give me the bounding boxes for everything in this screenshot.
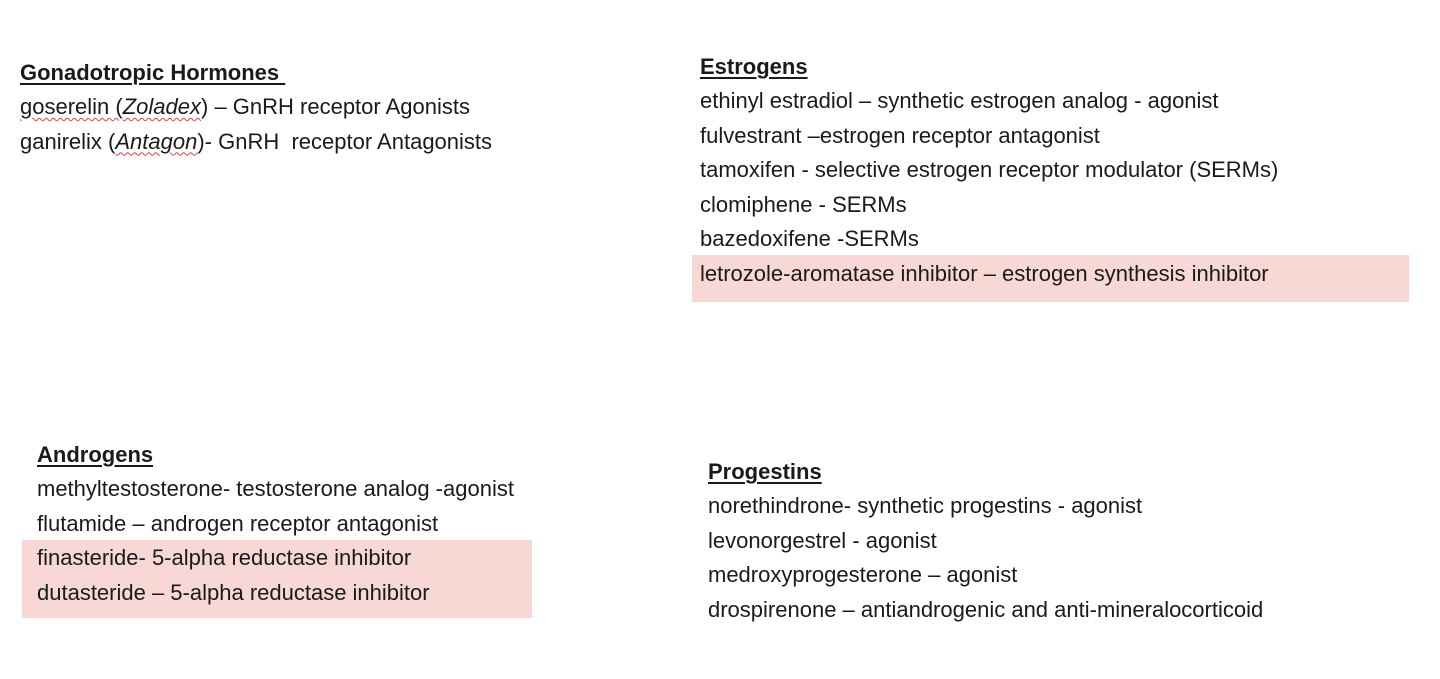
drug-drospirenone: drospirenone – antiandrogenic and anti-mineralocorticoid (708, 596, 1264, 622)
heading-estrogens: Estrogens (700, 54, 808, 79)
drug-flutamide: flutamide – androgen receptor antagonist (37, 510, 439, 536)
drug-tamoxifen: tamoxifen - selective estrogen receptor modulator (SERMs) (700, 157, 1279, 182)
drug-levonorgestrel: levonorgestrel - agonist (708, 527, 937, 553)
drug-ethinyl-estradiol: ethinyl estradiol – synthetic estrogen analog - agonist (700, 88, 1219, 113)
section-progestins (708, 455, 1263, 627)
drug-finasteride: finasteride- 5-alpha reductase inhibitor (37, 545, 412, 570)
drug-goserelin (20, 90, 492, 125)
drug-letrozole: letrozole-aromatase inhibitor – estrogen synthesis inhibitor (700, 260, 1269, 286)
ganirelix-brand: Antagon (115, 128, 198, 154)
drug-dutasteride: dutasteride – 5-alpha reductase inhibitor (37, 579, 430, 605)
section-gonadotropic-hormones (20, 56, 492, 159)
heading-androgens: Androgens (37, 442, 154, 467)
drug-ganirelix (20, 125, 492, 160)
ganirelix-name: ganirelix ( (20, 128, 116, 154)
ganirelix-desc: )- GnRH receptor Antagonists (197, 128, 493, 154)
drug-norethindrone: norethindrone- synthetic progestins - agonist (708, 493, 1143, 518)
drug-medroxyprogesterone: medroxyprogesterone – agonist (708, 562, 1018, 587)
heading-progestins: Progestins (708, 459, 822, 484)
goserelin-prefix (20, 94, 123, 119)
drug-clomiphene: clomiphene - SERMs (700, 191, 907, 217)
drug-bazedoxifene: bazedoxifene -SERMs (700, 226, 919, 251)
goserelin-brand: Zoladex (122, 94, 201, 119)
goserelin-name: goserelin ( (20, 94, 123, 119)
goserelin-desc: ) – GnRH receptor Agonists (201, 94, 471, 119)
section-androgens (37, 438, 514, 610)
drug-methyltestosterone: methyltestosterone- testosterone analog -agonist (37, 476, 514, 501)
drug-fulvestrant: fulvestrant –estrogen receptor antagonist (700, 122, 1100, 148)
heading-gonadotropic-hormones: Gonadotropic Hormones (20, 60, 286, 85)
section-estrogens (700, 50, 1278, 291)
